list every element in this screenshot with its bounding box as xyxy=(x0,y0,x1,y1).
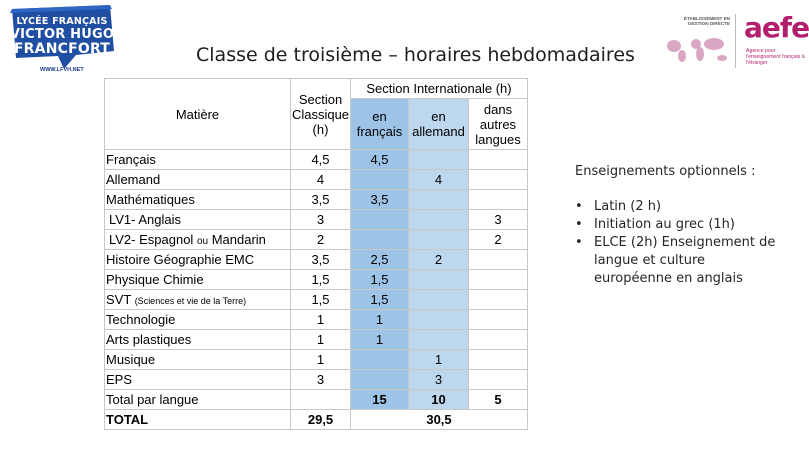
hours-classique: 4 xyxy=(291,170,351,190)
hours-allemand xyxy=(409,230,469,250)
table-row xyxy=(105,270,528,290)
hours-allemand xyxy=(409,190,469,210)
total-langue-classique xyxy=(291,390,351,410)
hours-allemand xyxy=(409,210,469,230)
options-panel xyxy=(575,163,785,288)
hours-francais xyxy=(351,350,409,370)
lycee-logo-line1: LYCÉE FRANÇAIS xyxy=(16,16,108,27)
total-langue-label: Total par langue xyxy=(105,390,291,410)
hours-francais xyxy=(351,210,409,230)
table-row xyxy=(105,370,528,390)
subject-name: Allemand xyxy=(106,172,161,187)
header-section-internationale: Section Internationale (h) xyxy=(351,79,528,99)
hours-autres-langues xyxy=(469,190,528,210)
hours-classique: 2 xyxy=(291,230,351,250)
slide-title: Classe de troisième – horaires hebdomadaires xyxy=(196,44,635,66)
hours-francais: 1 xyxy=(351,330,409,350)
hours-autres-langues xyxy=(469,310,528,330)
subject-label xyxy=(105,210,291,230)
subject-label xyxy=(105,290,291,310)
hours-francais xyxy=(351,230,409,250)
hours-francais: 1 xyxy=(351,310,409,330)
hours-classique: 1 xyxy=(291,310,351,330)
subject-label xyxy=(105,250,291,270)
total-classique: 29,5 xyxy=(291,410,351,430)
subject-label xyxy=(105,310,291,330)
hours-allemand: 3 xyxy=(409,370,469,390)
hours-classique: 1,5 xyxy=(291,290,351,310)
hours-allemand: 4 xyxy=(409,170,469,190)
header-matiere: Matière xyxy=(105,79,291,150)
hours-autres-langues: 3 xyxy=(469,210,528,230)
hours-autres-langues: 2 xyxy=(469,230,528,250)
total-internationale: 30,5 xyxy=(351,410,528,430)
hours-francais: 3,5 xyxy=(351,190,409,210)
subject-note: (Sciences et vie de la Terre) xyxy=(134,296,247,306)
hours-allemand: 2 xyxy=(409,250,469,270)
subject-name: Physique Chimie xyxy=(106,272,204,287)
options-list-item xyxy=(575,216,785,234)
hours-classique: 3 xyxy=(291,210,351,230)
table-row xyxy=(105,190,528,210)
table-row xyxy=(105,310,528,330)
hours-autres-langues xyxy=(469,270,528,290)
subject-note: ou xyxy=(196,236,209,247)
hours-classique: 3,5 xyxy=(291,250,351,270)
hours-autres-langues xyxy=(469,150,528,170)
hours-classique: 1,5 xyxy=(291,270,351,290)
header-en-francais: en français xyxy=(351,99,409,150)
total-label: TOTAL xyxy=(105,410,291,430)
lycee-logo-url: WWW.LFVH.NET xyxy=(40,67,84,73)
options-list-item xyxy=(575,198,785,216)
subject-name: Arts plastiques xyxy=(106,332,192,347)
hours-autres-langues xyxy=(469,330,528,350)
bullet-icon: • xyxy=(575,235,583,250)
hours-francais xyxy=(351,170,409,190)
option-grec: Initiation au grec (1h) xyxy=(594,217,735,232)
total-langue-autres: 5 xyxy=(469,390,528,410)
table-row xyxy=(105,250,528,270)
options-heading: Enseignements optionnels : xyxy=(575,164,756,179)
hours-classique: 3,5 xyxy=(291,190,351,210)
lycee-logo xyxy=(6,3,118,75)
hours-autres-langues xyxy=(469,290,528,310)
option-latin: Latin (2 h) xyxy=(594,199,662,214)
total-langue-francais: 15 xyxy=(351,390,409,410)
table-row xyxy=(105,170,528,190)
aefe-tagline: Agence pour l'enseignement français à l'étranger xyxy=(746,48,805,66)
subject-label xyxy=(105,370,291,390)
hours-allemand xyxy=(409,330,469,350)
hours-classique: 4,5 xyxy=(291,150,351,170)
subject-label xyxy=(105,270,291,290)
subject-name: EPS xyxy=(106,372,133,387)
total-row xyxy=(105,410,528,430)
header-en-allemand: en allemand xyxy=(409,99,469,150)
subject-name: LV1- Anglais xyxy=(109,212,182,227)
subject-label xyxy=(105,170,291,190)
hours-autres-langues xyxy=(469,250,528,270)
table-row xyxy=(105,350,528,370)
hours-francais: 1,5 xyxy=(351,290,409,310)
options-list xyxy=(575,198,785,288)
subject-name: Mathématiques xyxy=(106,192,195,207)
lycee-logo-line3: FRANCFORT xyxy=(13,41,111,57)
subject-name: SVT xyxy=(106,292,132,307)
subject-name-extra: Mandarin xyxy=(211,232,266,247)
total-langue-allemand: 10 xyxy=(409,390,469,410)
schedule-table xyxy=(104,78,528,430)
hours-autres-langues xyxy=(469,350,528,370)
table-row xyxy=(105,210,528,230)
table-row xyxy=(105,290,528,310)
hours-francais xyxy=(351,370,409,390)
aefe-logo xyxy=(660,10,809,72)
hours-allemand xyxy=(409,270,469,290)
table-row xyxy=(105,150,528,170)
table-row xyxy=(105,330,528,350)
bullet-icon: • xyxy=(575,199,583,214)
table-header-row xyxy=(105,79,528,99)
aefe-name: aefe xyxy=(744,11,809,44)
aefe-divider xyxy=(735,14,736,68)
hours-allemand xyxy=(409,310,469,330)
options-list-item xyxy=(575,234,785,288)
header-autres-langues: dans autres langues xyxy=(469,99,528,150)
hours-francais: 1,5 xyxy=(351,270,409,290)
total-langue-row xyxy=(105,390,528,410)
subject-name: Musique xyxy=(106,352,156,367)
hours-francais: 4,5 xyxy=(351,150,409,170)
hours-francais: 2,5 xyxy=(351,250,409,270)
subject-name: Français xyxy=(106,152,156,167)
subject-name: Technologie xyxy=(106,312,176,327)
subject-label xyxy=(105,350,291,370)
lycee-logo-line2: VICTOR HUGO xyxy=(9,27,115,42)
subject-label xyxy=(105,190,291,210)
subject-name: LV2- Espagnol xyxy=(109,232,194,247)
hours-autres-langues xyxy=(469,370,528,390)
hours-autres-langues xyxy=(469,170,528,190)
subject-label xyxy=(105,330,291,350)
hours-classique: 3 xyxy=(291,370,351,390)
hours-classique: 1 xyxy=(291,350,351,370)
table-row xyxy=(105,230,528,250)
subject-name: Histoire Géographie EMC xyxy=(106,252,255,267)
subject-label xyxy=(105,230,291,250)
hours-classique: 1 xyxy=(291,330,351,350)
bullet-icon: • xyxy=(575,217,583,232)
aefe-etablissement-text: ÉTABLISSEMENT EN GESTION DIRECTE xyxy=(683,16,730,26)
header-section-classique: Section Classique (h) xyxy=(291,79,351,150)
subject-label xyxy=(105,150,291,170)
hours-allemand xyxy=(409,290,469,310)
hours-allemand: 1 xyxy=(409,350,469,370)
option-elce: ELCE (2h) Enseignement de langue et culture européenne en anglais xyxy=(594,235,776,286)
hours-allemand xyxy=(409,150,469,170)
